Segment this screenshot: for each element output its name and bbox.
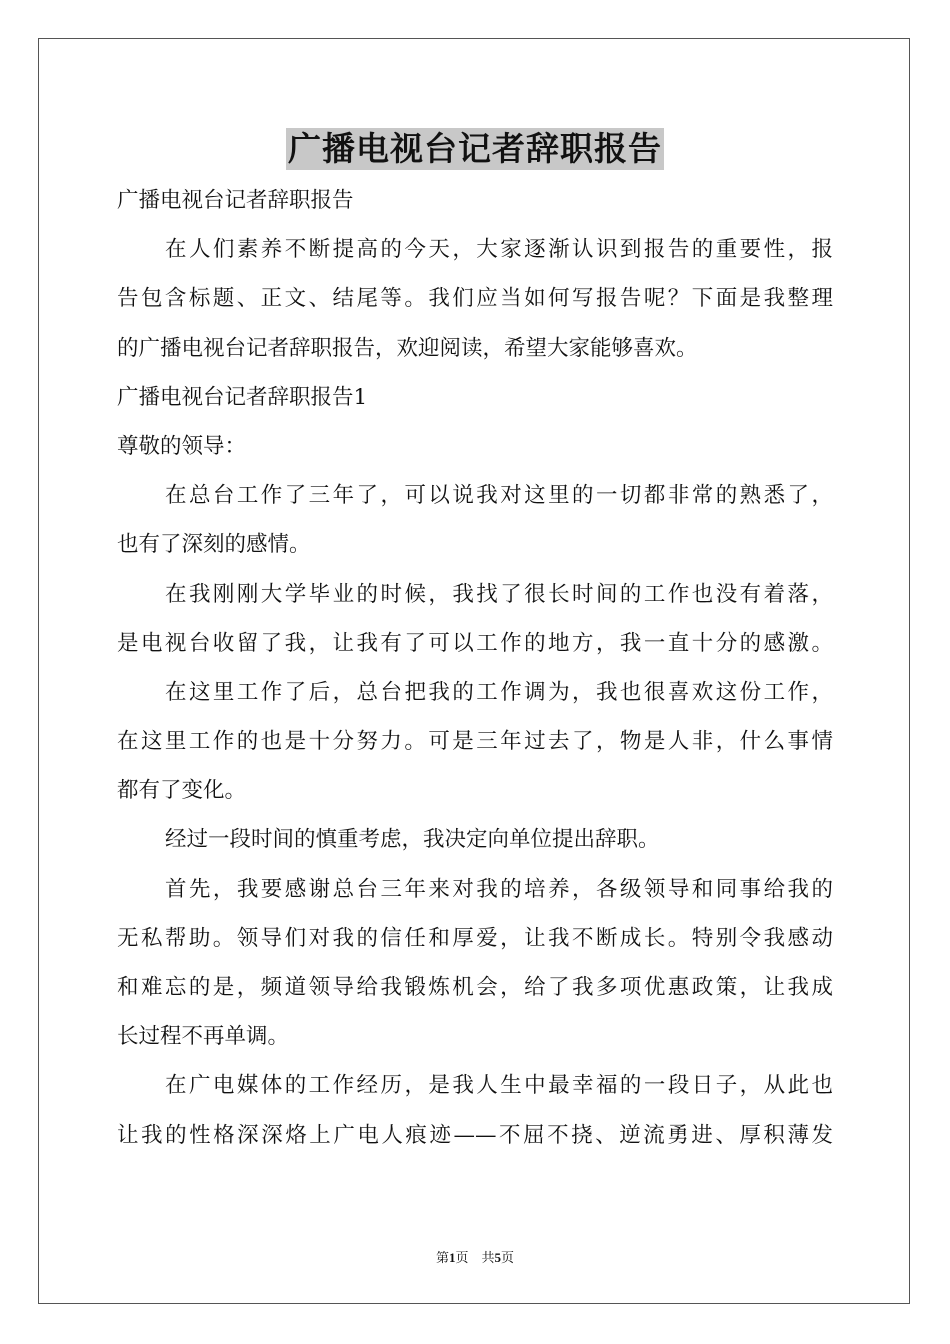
text-line-13: 都有了变化。 bbox=[117, 778, 247, 804]
text-line-19: 在广电媒体的工作经历，是我人生中最幸福的一段日子，从此也 bbox=[165, 1073, 833, 1099]
footer-page-suffix: 页 bbox=[501, 1250, 515, 1265]
text-line-6: 尊敬的领导： bbox=[117, 433, 247, 459]
footer-page-mid: 页 共 bbox=[455, 1250, 495, 1265]
text-line-3: 告包含标题、正文、结尾等。我们应当如何写报告呢？下面是我整理 bbox=[117, 286, 833, 312]
text-line-2: 在人们素养不断提高的今天，大家逐渐认识到报告的重要性，报 bbox=[165, 237, 833, 263]
text-line-18: 长过程不再单调。 bbox=[117, 1024, 290, 1050]
text-line-8: 也有了深刻的感情。 bbox=[117, 532, 311, 558]
text-line-14: 经过一段时间的慎重考虑，我决定向单位提出辞职。 bbox=[165, 827, 660, 853]
text-line-9: 在我刚刚大学毕业的时候，我找了很长时间的工作也没有着落， bbox=[165, 581, 833, 607]
text-line-1: 广播电视台记者辞职报告 bbox=[117, 188, 354, 213]
text-line-10: 是电视台收留了我，让我有了可以工作的地方，我一直十分的感激。 bbox=[117, 630, 833, 656]
footer-page-prefix: 第 bbox=[435, 1250, 449, 1265]
document-body bbox=[117, 176, 833, 1160]
text-line-5: 广播电视台记者辞职报告1 bbox=[117, 384, 368, 410]
text-line-17: 和难忘的是，频道领导给我锻炼机会，给了我多项优惠政策，让我成 bbox=[117, 975, 833, 1000]
title-wrap bbox=[0, 128, 950, 170]
text-line-12: 在这里工作的也是十分努力。可是三年过去了，物是人非，什么事情 bbox=[117, 729, 833, 755]
text-line-16: 无私帮助。领导们对我的信任和厚爱，让我不断成长。特别令我感动 bbox=[117, 925, 833, 951]
footer-page-total: 5 bbox=[494, 1250, 501, 1265]
footer-page-current: 1 bbox=[448, 1250, 456, 1265]
text-line-4: 的广播电视台记者辞职报告，欢迎阅读，希望大家能够喜欢。 bbox=[117, 335, 698, 361]
page-footer bbox=[0, 1247, 950, 1266]
text-line-15: 首先，我要感谢总台三年来对我的培养，各级领导和同事给我的 bbox=[165, 876, 833, 902]
text-line-11: 在这里工作了后，总台把我的工作调为，我也很喜欢这份工作， bbox=[165, 679, 833, 705]
text-line-20: 让我的性格深深烙上广电人痕迹——不屈不挠、逆流勇进、厚积薄发 bbox=[117, 1122, 833, 1148]
document-title: 广播电视台记者辞职报告 bbox=[288, 129, 662, 168]
text-line-7: 在总台工作了三年了，可以说我对这里的一切都非常的熟悉了， bbox=[165, 483, 833, 509]
